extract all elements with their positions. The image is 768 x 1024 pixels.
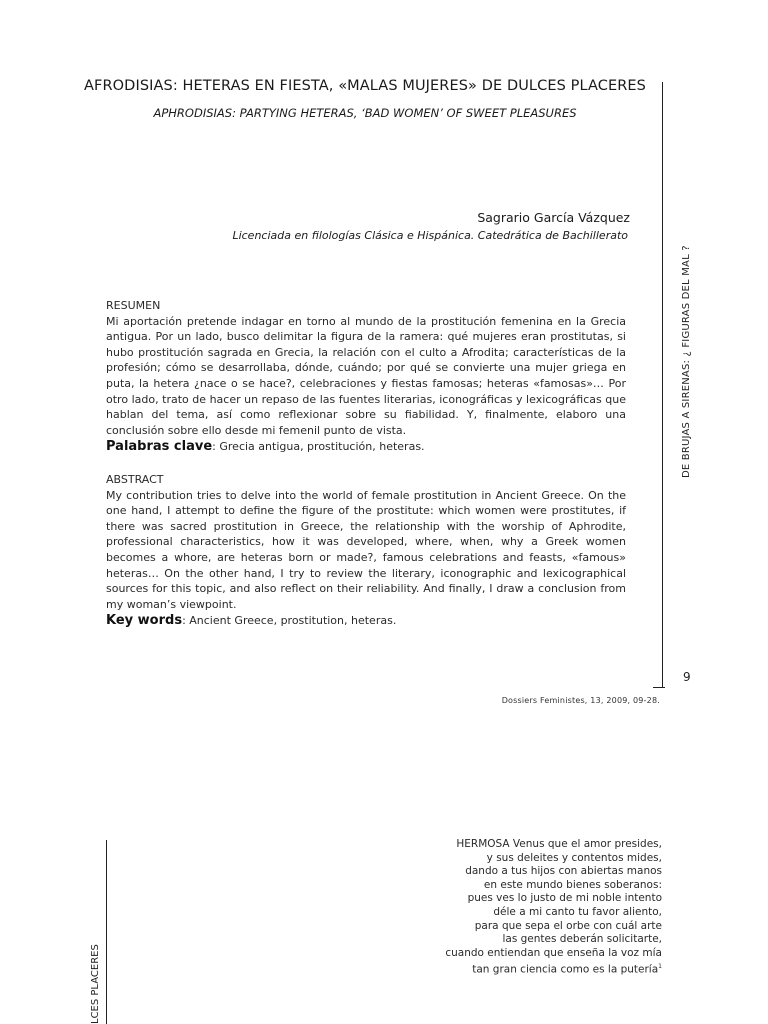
abstract-body: My contribution tries to delve into the world of female prostitution in Ancient Greece. On the one hand, I attempt to define the figure of the prostitute: which women were prostitutes, if there was sacred prostitution in Greece, the relationship with the worship of Aphrodite, professional characteristics, how it was developed, where, when, why a Greek women becomes a whore, are heteras born or made?, famous celebrations and feasts, «famous» heteras… On the other hand, I try to review the literary, iconographic and lexicographical sources for this topic, and also reflect on their reliability. And finally, I draw a conclusion from my woman’s viewpoint.: [106, 488, 626, 611]
resumen-heading: RESUMEN: [106, 299, 161, 312]
page-number: 9: [683, 670, 691, 684]
abstract-keywords-text: : Ancient Greece, prostitution, heteras.: [182, 614, 397, 628]
poem-line: en este mundo bienes soberanos:: [483, 878, 662, 891]
journal-citation: Dossiers Feministes, 13, 2009, 09-28.: [501, 696, 660, 705]
poem-line-text: tan gran ciencia como es la putería: [472, 963, 659, 976]
article-title: AFRODISIAS: HETERAS EN FIESTA, «MALAS MUJERES» DE DULCES PLACERES: [84, 78, 646, 94]
poem-line: HERMOSA Venus que el amor presides,: [456, 838, 662, 850]
poem-line: pues ves lo justo de mi noble intento: [467, 892, 662, 905]
abstract-section: [106, 472, 626, 629]
epigraph-poem: [445, 838, 662, 977]
article-subtitle: APHRODISIAS: PARTYING HETERAS, ‘BAD WOMEN’ OF SWEET PLEASURES: [153, 106, 577, 120]
poem-line: y sus deleites y contentos mides,: [486, 851, 662, 864]
resumen-body: Mi aportación pretende indagar en torno al mundo de la prostitución femenina en la Grecia antigua. Por un lado, busco delimitar la figura de la ramera: qué mujeres eran prostitutas, si hubo prostitución sagrada en Grecia, la relación con el culto a Afrodita; características de la profesión; cómo se desarrollaba, dónde, cuándo; por qué se convierte una mujer griega en puta, la hetera ¿nace o se hace?, celebraciones y fiestas famosas; heteras «famosas»… Por otro lado, trato de hacer un repaso de las fuentes literarias, iconográficas y lexicográficas que hablan del tema, así como reflexionar sobre su fiabilidad. Y, finalmente, elaboro una conclusión sobre ello desde mi femenil punto de vista.: [106, 314, 626, 437]
abstract-keywords: [106, 613, 626, 629]
left-margin-rule: [106, 840, 107, 1024]
poem-line: para que sepa el orbe con cuál arte: [474, 919, 662, 932]
right-margin-rule: [662, 82, 663, 687]
running-title-vertical: LCES PLACERES: [90, 944, 101, 1024]
author-affiliation: Licenciada en filologías Clásica e Hispánica. Catedrática de Bachillerato: [232, 229, 628, 242]
right-margin-tick: [653, 687, 665, 688]
footnote-marker[interactable]: 1: [658, 963, 662, 971]
poem-line-last: [445, 960, 662, 977]
poem-line: déle a mi canto tu favor aliento,: [493, 905, 662, 918]
resumen-keywords-text: : Grecia antigua, prostitución, heteras.: [212, 440, 425, 454]
author-name: Sagrario García Vázquez: [477, 210, 630, 225]
series-title-vertical: DE BRUJAS A SIRENAS: ¿ FIGURAS DEL MAL ?: [681, 245, 692, 478]
poem-line: cuando entiendan que enseña la voz mía: [445, 946, 662, 959]
abstract-keywords-label: Key words: [106, 613, 183, 629]
resumen-keywords: [106, 439, 626, 455]
poem-line: dando a tus hijos con abiertas manos: [465, 865, 662, 878]
resumen-section: [106, 298, 626, 455]
poem-line: las gentes deberán solicitarte,: [502, 933, 662, 946]
resumen-keywords-label: Palabras clave: [106, 439, 213, 455]
abstract-heading: ABSTRACT: [106, 473, 164, 486]
